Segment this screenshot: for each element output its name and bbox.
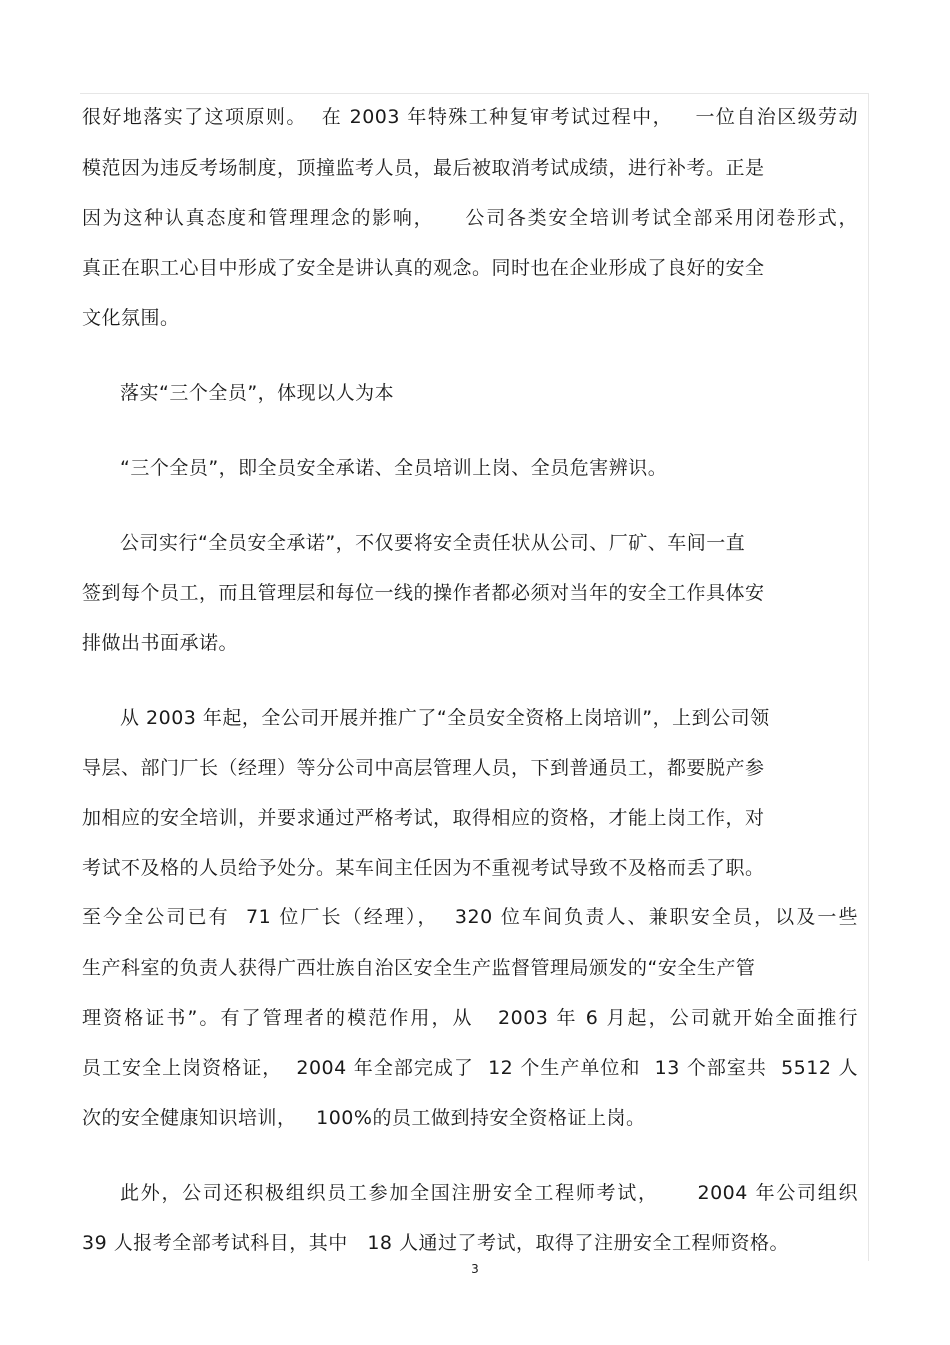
- text-line: 文化氛围。: [82, 307, 180, 329]
- text-line: 理资格证书”。有了管理者的模范作用，从 2003 年 6 月起，公司就开始全面推行: [82, 1007, 858, 1029]
- page-border-top: [80, 93, 868, 94]
- text-line: 考试不及格的人员给予处分。某车间主任因为不重视考试导致不及格而丢了职。: [82, 857, 765, 879]
- text-line: 排做出书面承诺。: [82, 632, 239, 654]
- text-line: 加相应的安全培训，并要求通过严格考试，取得相应的资格，才能上岗工作，对: [82, 807, 765, 829]
- page-border-right: [868, 93, 869, 1261]
- text-line: 很好地落实了这项原则。 在 2003 年特殊工种复审考试过程中， 一位自治区级劳动: [82, 106, 858, 128]
- text-line: 39 人报考全部考试科目，其中 18 人通过了考试，取得了注册安全工程师资格。: [82, 1232, 790, 1254]
- page-number: 3: [471, 1262, 479, 1276]
- text-line: 生产科室的负责人获得广西壮族自治区安全生产监督管理局颁发的“安全生产管: [82, 957, 756, 979]
- text-line: 因为这种认真态度和管理理念的影响， 公司各类安全培训考试全部采用闭卷形式，: [82, 207, 858, 229]
- text-line: “三个全员”，即全员安全承诺、全员培训上岗、全员危害辨识。: [120, 457, 668, 479]
- text-line: 公司实行“全员安全承诺”，不仅要将安全责任状从公司、厂矿、车间一直: [120, 532, 746, 554]
- text-line: 模范因为违反考场制度，顶撞监考人员，最后被取消考试成绩，进行补考。正是: [82, 157, 765, 179]
- text-line: 至今全公司已有 71 位厂长（经理）， 320 位车间负责人、兼职安全员，以及一些: [82, 906, 858, 928]
- text-line: 导层、部门厂长（经理）等分公司中高层管理人员，下到普通员工，都要脱产参: [82, 757, 765, 779]
- text-line: 签到每个员工，而且管理层和每位一线的操作者都必须对当年的安全工作具体安: [82, 582, 765, 604]
- text-line: 从 2003 年起，全公司开展并推广了“全员安全资格上岗培训”，上到公司领: [120, 707, 770, 729]
- text-line: 真正在职工心目中形成了安全是讲认真的观念。同时也在企业形成了良好的安全: [82, 257, 765, 279]
- section-heading: 落实“三个全员”，体现以人为本: [120, 382, 395, 404]
- text-line: 员工安全上岗资格证， 2004 年全部完成了 12 个生产单位和 13 个部室共 5512 人: [82, 1057, 858, 1079]
- text-line: 次的安全健康知识培训， 100%的员工做到持安全资格证上岗。: [82, 1107, 646, 1129]
- text-line: 此外，公司还积极组织员工参加全国注册安全工程师考试， 2004 年公司组织: [120, 1182, 858, 1204]
